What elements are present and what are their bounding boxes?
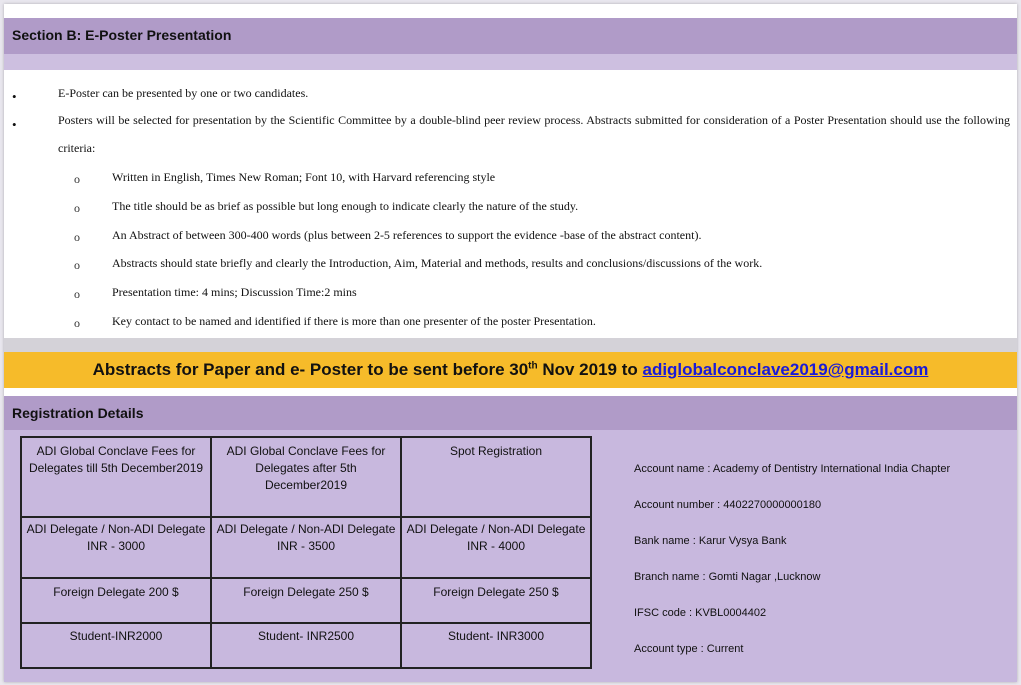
- account-type: Account type : Current: [634, 643, 744, 655]
- registration-title: Registration Details: [12, 405, 144, 421]
- table-cell: ADI Delegate / Non-ADI Delegate INR - 4000: [401, 517, 591, 578]
- criteria-item: The title should be as brief as possible but long enough to indicate clearly the nature of the study.: [112, 199, 579, 213]
- sub-bullet-icon: o: [74, 201, 80, 215]
- table-row: [21, 517, 591, 578]
- table-cell: ADI Delegate / Non-ADI Delegate INR - 3500: [211, 517, 401, 578]
- divider-strip: [4, 338, 1017, 352]
- table-row: [21, 623, 591, 668]
- bullet-text: Posters will be selected for presentation by the Scientific Committee by a double-blind peer review process. Abstracts submitted for consideration of a Poster Presentation should use the following criteria:: [58, 113, 1010, 155]
- ifsc-code: IFSC code : KVBL0004402: [634, 607, 767, 619]
- sub-bullet-icon: o: [74, 258, 80, 272]
- bank-account-details: [634, 460, 950, 676]
- email-link[interactable]: adiglobalconclave2019@gmail.com: [642, 360, 929, 379]
- criteria-item: Abstracts should state briefly and clearly the Introduction, Aim, Material and methods, results and conclusions/discussions of the work.: [112, 256, 763, 270]
- section-b-title: Section B: E-Poster Presentation: [12, 27, 232, 43]
- sub-bullet-icon: o: [74, 172, 80, 186]
- table-cell: Foreign Delegate 250 $: [401, 578, 591, 623]
- table-cell: Foreign Delegate 250 $: [211, 578, 401, 623]
- banner-text-after: Nov 2019 to: [537, 360, 643, 379]
- sub-bullet-icon: o: [74, 287, 80, 301]
- fee-table: [20, 436, 592, 669]
- table-row: [21, 578, 591, 623]
- bank-name: Bank name : Karur Vysya Bank: [634, 535, 787, 547]
- table-cell: Spot Registration: [401, 437, 591, 517]
- table-cell: ADI Global Conclave Fees for Delegates till 5th December2019: [21, 437, 211, 517]
- table-cell: Foreign Delegate 200 $: [21, 578, 211, 623]
- sub-bullet-icon: o: [74, 316, 80, 330]
- table-cell: ADI Delegate / Non-ADI Delegate INR - 3000: [21, 517, 211, 578]
- table-cell: Student-INR2000: [21, 623, 211, 668]
- criteria-item: Written in English, Times New Roman; Font 10, with Harvard referencing style: [112, 170, 496, 184]
- section-b-header-band: [4, 54, 1017, 70]
- table-cell: Student- INR2500: [211, 623, 401, 668]
- criteria-item: An Abstract of between 300-400 words (plus between 2-5 references to support the evidence -base of the abstract content).: [112, 228, 702, 242]
- bullet-icon: •: [12, 117, 17, 132]
- table-cell: ADI Global Conclave Fees for Delegates after 5th December2019: [211, 437, 401, 517]
- account-number: Account number : 4402270000000180: [634, 499, 822, 511]
- account-name: Account name : Academy of Dentistry International India Chapter: [634, 463, 951, 475]
- document-page: [4, 4, 1017, 682]
- table-cell: Student- INR3000: [401, 623, 591, 668]
- branch-name: Branch name : Gomti Nagar ,Lucknow: [634, 571, 821, 583]
- bullet-text: E-Poster can be presented by one or two candidates.: [58, 86, 309, 100]
- bullet-icon: •: [12, 89, 17, 104]
- criteria-item: Key contact to be named and identified if there is more than one presenter of the poster Presentation.: [112, 314, 596, 328]
- section-b-header: [4, 18, 1017, 54]
- table-row: [21, 437, 591, 517]
- registration-header: [4, 396, 1017, 430]
- criteria-item: Presentation time: 4 mins; Discussion Time:2 mins: [112, 285, 357, 299]
- abstract-deadline-banner: [4, 352, 1017, 388]
- sub-bullet-icon: o: [74, 230, 80, 244]
- banner-superscript: th: [528, 360, 538, 372]
- banner-text: Abstracts for Paper and e- Poster to be sent before 30: [92, 360, 529, 379]
